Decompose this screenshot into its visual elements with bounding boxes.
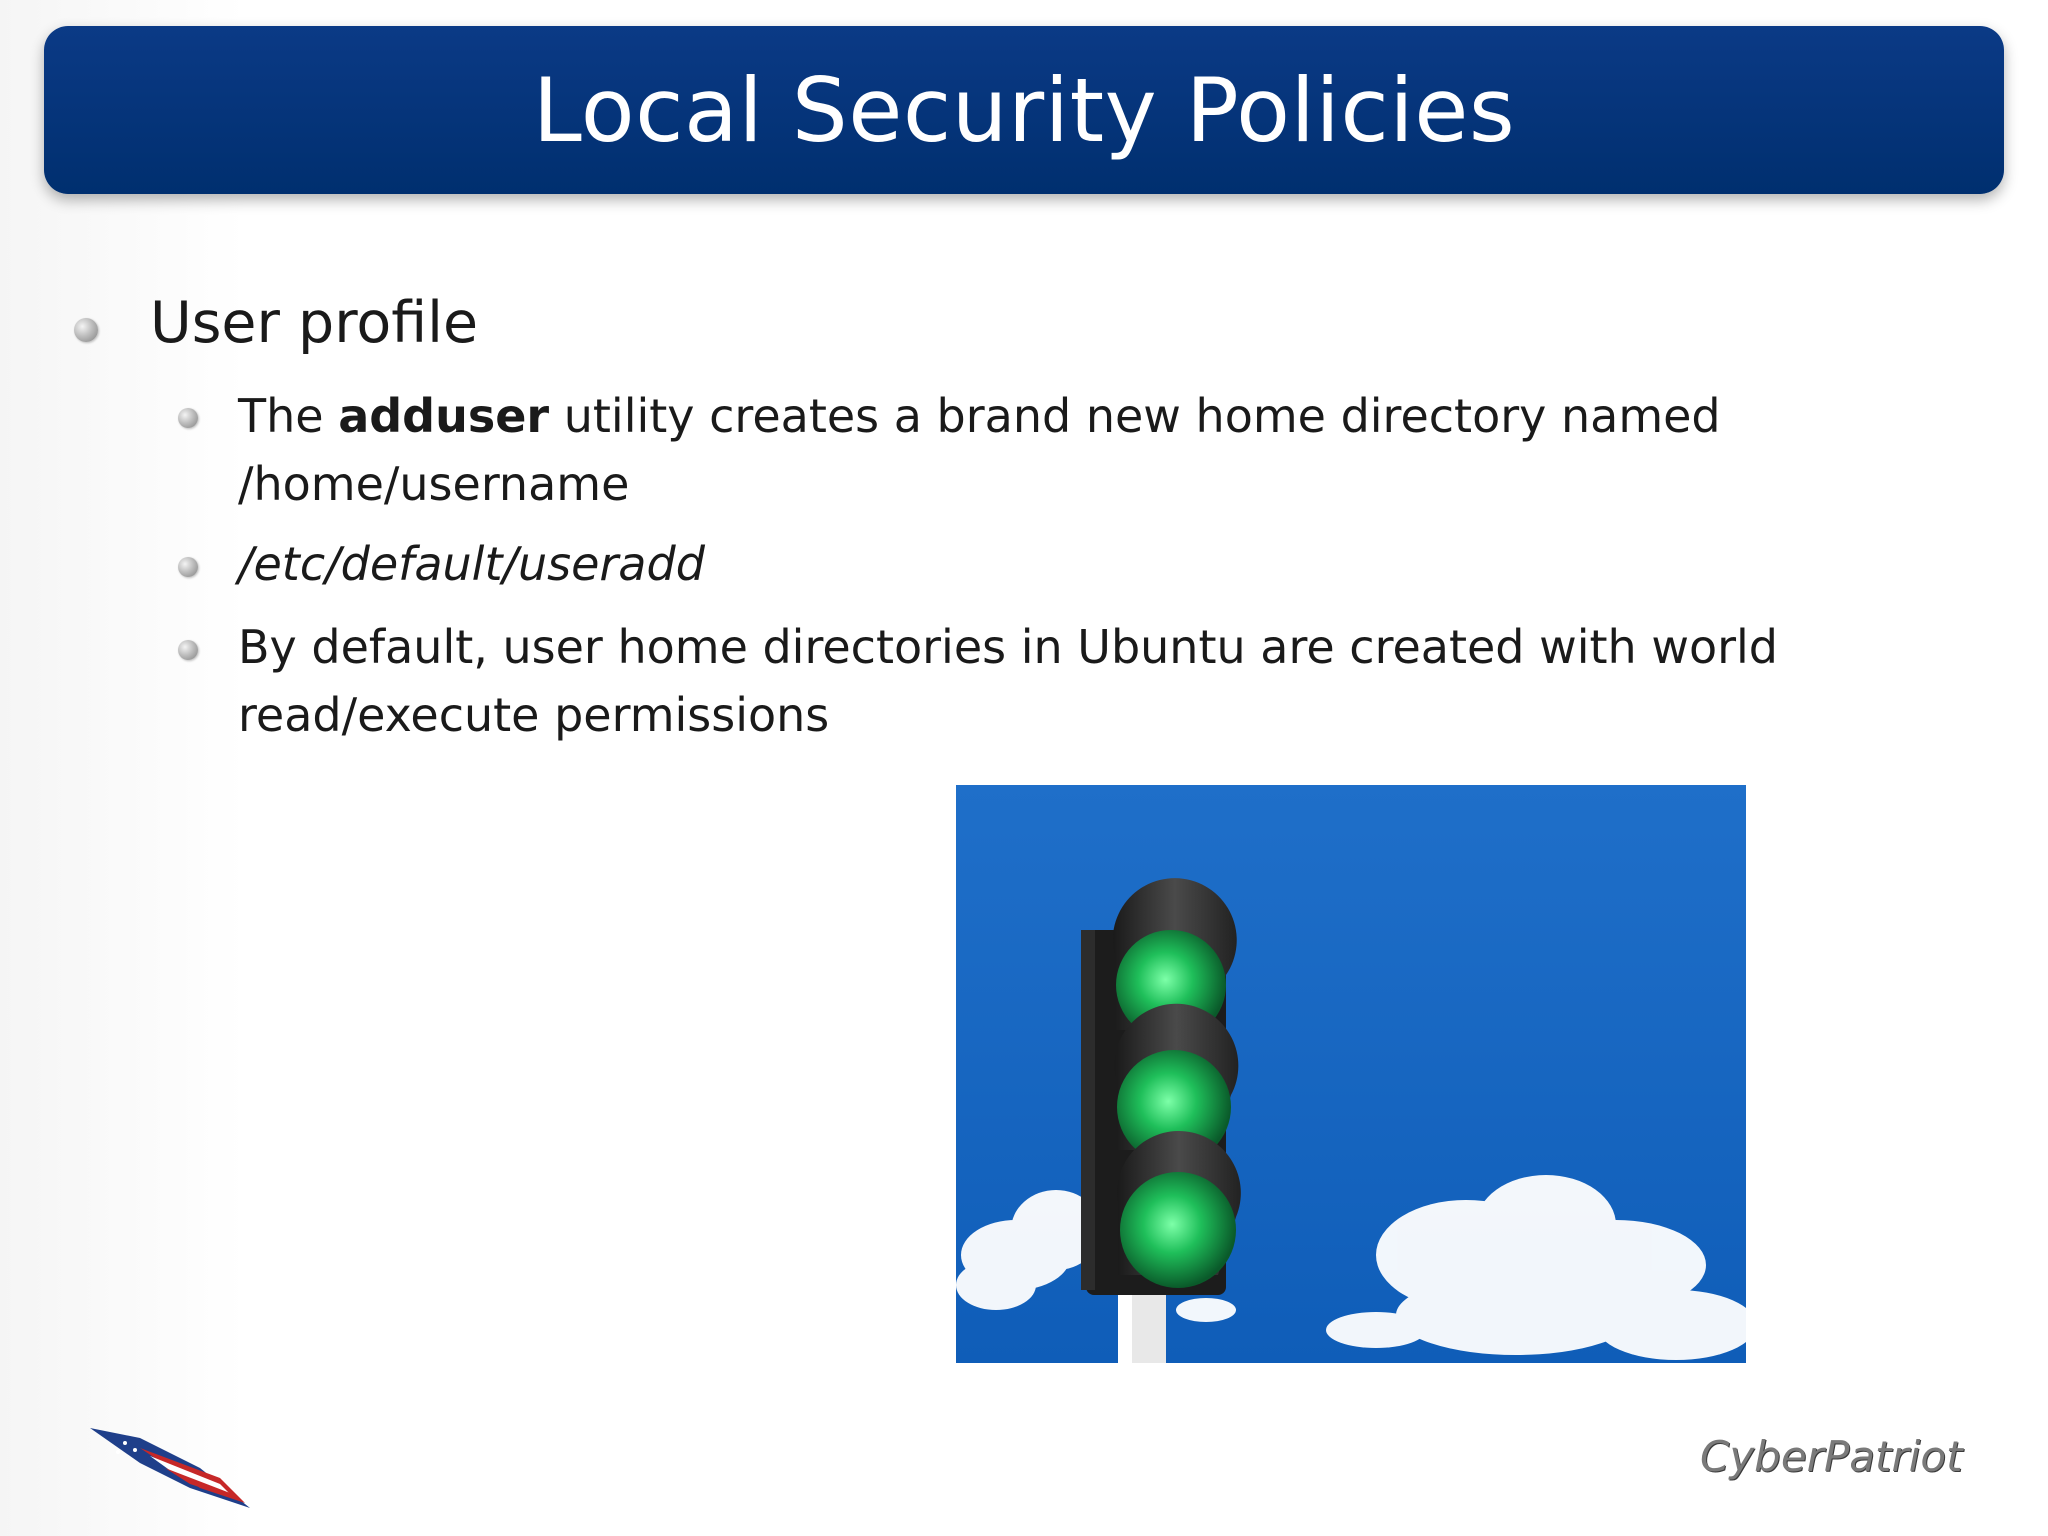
- cyberpatriot-brand: CyberPatriot: [1700, 1432, 1963, 1481]
- traffic-light-photo: [956, 785, 1746, 1363]
- sub-bullet-dot: [178, 557, 198, 577]
- sub-bullet-dot: [178, 640, 198, 660]
- sub-bullet-adduser-bold: adduser: [338, 389, 550, 443]
- sub-bullet-adduser-pre: The: [238, 389, 339, 443]
- sub-bullet-useradd-path: /etc/default/useradd: [238, 537, 705, 591]
- cyberpatriot-eagle-logo: [80, 1408, 260, 1518]
- bullet-user-profile: User profile: [150, 290, 479, 356]
- sub-bullet-dot: [178, 408, 198, 428]
- sub-bullet-default-permissions: By default, user home directories in Ubuntu are created with world read/execute permissions: [238, 620, 1778, 742]
- sub-bullet-adduser: [238, 382, 1798, 518]
- bullet-dot: [74, 318, 98, 342]
- sub-bullet-adduser-post: utility creates a brand new home directory named /home/username: [238, 389, 1721, 511]
- slide-title: Local Security Policies: [532, 58, 1516, 162]
- title-bar: [44, 26, 2004, 194]
